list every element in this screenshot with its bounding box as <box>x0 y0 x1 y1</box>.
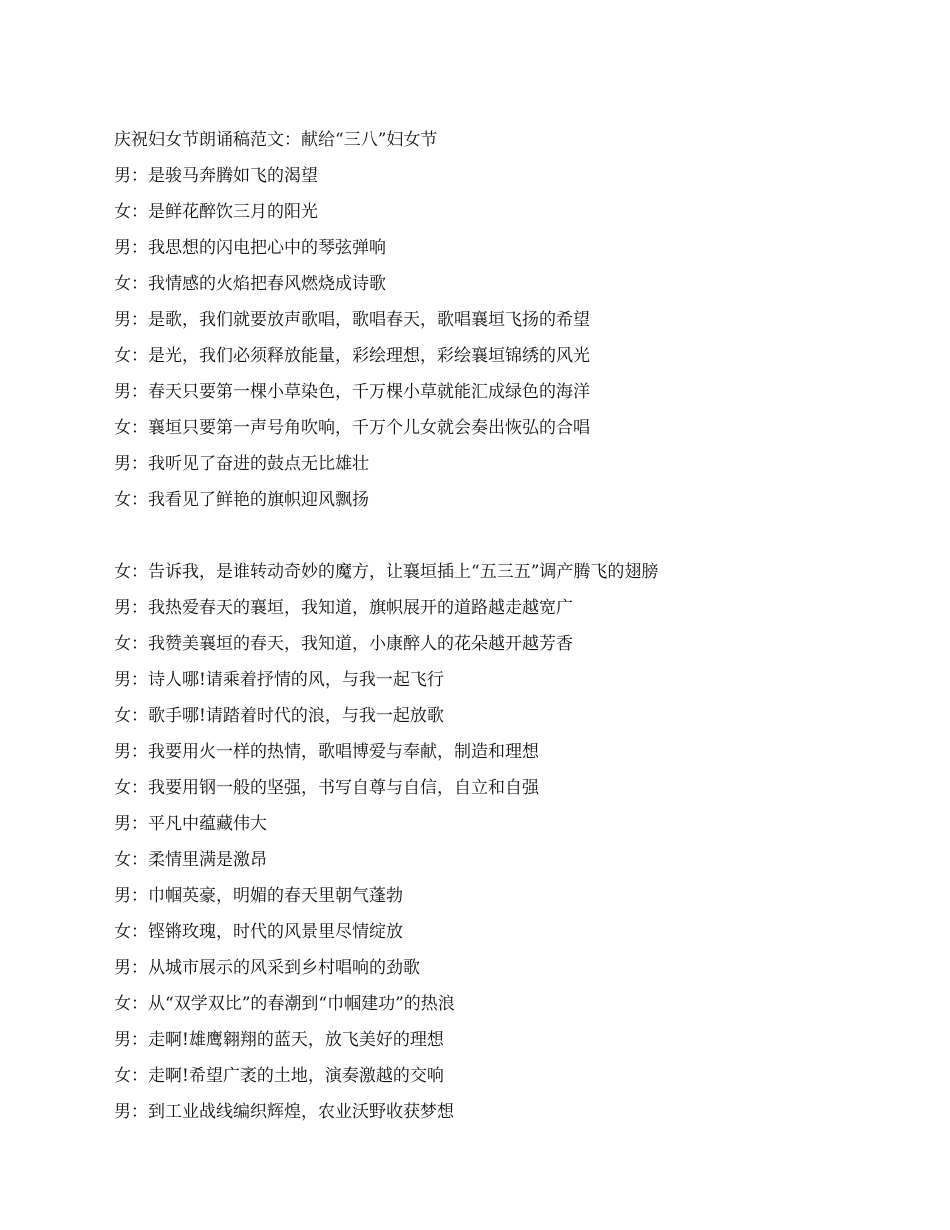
recital-line: 男：巾帼英豪，明媚的春天里朝气蓬勃 <box>114 886 403 906</box>
recital-section-1 <box>114 158 894 518</box>
document-title: 庆祝妇女节朗诵稿范文：献给“三八”妇女节 <box>114 130 438 150</box>
recital-line: 女：襄垣只要第一声号角吹响，千万个儿女就会奏出恢弘的合唱 <box>114 418 590 438</box>
recital-line: 女：走啊!希望广袤的土地，演奏激越的交响 <box>114 1066 444 1086</box>
recital-line: 女：我要用钢一般的坚强，书写自尊与自信，自立和自强 <box>114 778 539 798</box>
recital-line: 女：从“双学双比”的春潮到“巾帼建功”的热浪 <box>114 994 455 1014</box>
recital-line: 男：我思想的闪电把心中的琴弦弹响 <box>114 238 386 258</box>
recital-line: 男：是歌，我们就要放声歌唱，歌唱春天，歌唱襄垣飞扬的希望 <box>114 310 590 330</box>
recital-line: 男：从城市展示的风采到乡村唱响的劲歌 <box>114 958 420 978</box>
document-body <box>114 122 894 1130</box>
recital-line: 女：我情感的火焰把春风燃烧成诗歌 <box>114 274 386 294</box>
recital-line: 男：到工业战线编织辉煌，农业沃野收获梦想 <box>114 1102 454 1122</box>
recital-section-2 <box>114 554 894 1130</box>
recital-line: 男：春天只要第一棵小草染色，千万棵小草就能汇成绿色的海洋 <box>114 382 590 402</box>
recital-line: 男：诗人哪!请乘着抒情的风，与我一起飞行 <box>114 670 444 690</box>
recital-line: 女：告诉我，是谁转动奇妙的魔方，让襄垣插上“五三五”调产腾飞的翅膀 <box>114 562 659 582</box>
recital-line: 女：我看见了鲜艳的旗帜迎风飘扬 <box>114 490 369 510</box>
recital-line: 男：走啊!雄鹰翱翔的蓝天，放飞美好的理想 <box>114 1030 444 1050</box>
recital-line: 男：我听见了奋进的鼓点无比雄壮 <box>114 454 369 474</box>
recital-line: 女：是鲜花醉饮三月的阳光 <box>114 202 318 222</box>
recital-line: 男：是骏马奔腾如飞的渴望 <box>114 166 318 186</box>
recital-line: 女：铿锵玫瑰，时代的风景里尽情绽放 <box>114 922 403 942</box>
paragraph-gap <box>114 518 894 554</box>
recital-line: 男：我热爱春天的襄垣，我知道，旗帜展开的道路越走越宽广 <box>114 598 573 618</box>
recital-line: 女：是光，我们必须释放能量，彩绘理想，彩绘襄垣锦绣的风光 <box>114 346 590 366</box>
recital-line: 女：我赞美襄垣的春天，我知道，小康醉人的花朵越开越芳香 <box>114 634 573 654</box>
recital-line: 男：我要用火一样的热情，歌唱博爱与奉献，制造和理想 <box>114 742 539 762</box>
recital-line: 女：柔情里满是激昂 <box>114 850 267 870</box>
recital-line: 女：歌手哪!请踏着时代的浪，与我一起放歌 <box>114 706 444 726</box>
recital-line: 男：平凡中蕴藏伟大 <box>114 814 267 834</box>
